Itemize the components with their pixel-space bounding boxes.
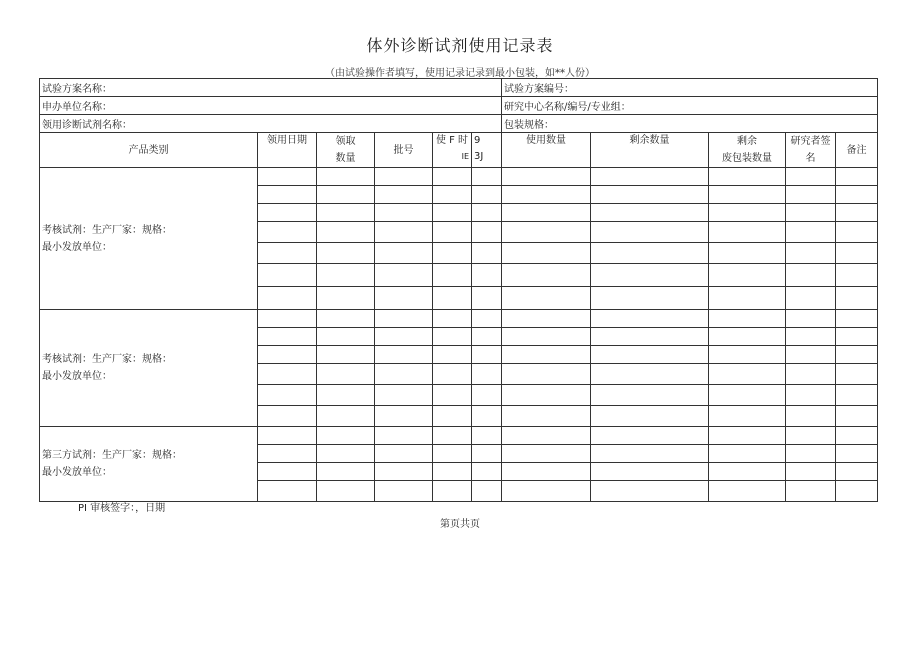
table-cell[interactable] (786, 385, 836, 406)
table-cell[interactable] (591, 222, 709, 243)
reagent-group-label (40, 427, 258, 502)
header-researcher-sign: 研究者签 名 (786, 133, 836, 168)
reagent-group-min-unit: 最小发放单位： (42, 371, 112, 382)
table-cell[interactable] (433, 264, 472, 287)
table-cell[interactable] (258, 481, 317, 502)
table-cell[interactable] (502, 287, 591, 310)
table-cell[interactable] (375, 287, 433, 310)
table-cell[interactable] (591, 346, 709, 364)
table-cell[interactable] (786, 168, 836, 186)
table-cell[interactable] (317, 168, 375, 186)
table-cell[interactable] (836, 406, 878, 427)
reagent-group-manufacturer: 考核试剂：生产厂家：规格： (42, 354, 172, 365)
reagent-group-label (40, 310, 258, 427)
table-cell[interactable] (836, 222, 878, 243)
table-cell[interactable] (591, 463, 709, 481)
table-cell[interactable] (433, 328, 472, 346)
table-cell[interactable] (472, 346, 502, 364)
table-cell[interactable] (317, 310, 375, 328)
table-cell[interactable] (786, 445, 836, 463)
table-cell[interactable] (591, 481, 709, 502)
table-cell[interactable] (433, 427, 472, 445)
table-cell[interactable] (472, 264, 502, 287)
table-cell[interactable] (258, 264, 317, 287)
header-receive-date: 领用日期 (258, 133, 317, 168)
table-cell[interactable] (258, 168, 317, 186)
reagent-group-manufacturer: 第三方试剂：生产厂家：规格： (42, 450, 182, 461)
form-title: 体外诊断试剂使用记录表 (366, 36, 554, 55)
table-cell[interactable] (472, 243, 502, 264)
table-cell[interactable] (317, 406, 375, 427)
table-cell[interactable] (591, 243, 709, 264)
table-cell[interactable] (502, 310, 591, 328)
table-cell[interactable] (502, 328, 591, 346)
table-cell[interactable] (502, 463, 591, 481)
package-spec-field[interactable]: 包装规格： (502, 115, 878, 133)
table-cell[interactable] (786, 364, 836, 385)
table-cell[interactable] (375, 204, 433, 222)
table-cell[interactable] (258, 328, 317, 346)
table-cell[interactable] (502, 481, 591, 502)
table-cell[interactable] (836, 385, 878, 406)
table-cell[interactable] (591, 168, 709, 186)
table-cell[interactable] (709, 243, 786, 264)
table-cell[interactable] (433, 222, 472, 243)
table-cell[interactable] (786, 310, 836, 328)
table-cell[interactable] (502, 427, 591, 445)
header-batch-no: 批号 (375, 133, 433, 168)
table-cell[interactable] (317, 328, 375, 346)
table-cell[interactable] (258, 463, 317, 481)
table-cell[interactable] (433, 287, 472, 310)
table-cell[interactable] (317, 346, 375, 364)
table-cell[interactable] (836, 445, 878, 463)
table-cell[interactable] (258, 186, 317, 204)
table-cell[interactable] (317, 364, 375, 385)
table-cell[interactable] (317, 445, 375, 463)
table-cell[interactable] (709, 186, 786, 204)
table-cell[interactable] (709, 445, 786, 463)
reagent-group-min-unit: 最小发放单位： (42, 241, 112, 253)
table-cell[interactable] (709, 427, 786, 445)
table-cell[interactable] (591, 385, 709, 406)
table-cell[interactable] (472, 463, 502, 481)
table-cell[interactable] (502, 222, 591, 243)
table-cell[interactable] (591, 186, 709, 204)
table-cell[interactable] (317, 287, 375, 310)
table-cell[interactable] (433, 445, 472, 463)
table-cell[interactable] (786, 243, 836, 264)
table-cell[interactable] (258, 346, 317, 364)
table-cell[interactable] (433, 243, 472, 264)
table-cell[interactable] (375, 385, 433, 406)
table-cell[interactable] (786, 328, 836, 346)
table-cell[interactable] (836, 204, 878, 222)
table-cell[interactable] (317, 243, 375, 264)
table-cell[interactable] (317, 463, 375, 481)
table-cell[interactable] (786, 287, 836, 310)
table-cell[interactable] (786, 264, 836, 287)
table-cell[interactable] (258, 204, 317, 222)
table-cell[interactable] (836, 346, 878, 364)
table-cell[interactable] (472, 186, 502, 204)
table-cell[interactable] (433, 186, 472, 204)
table-cell[interactable] (836, 186, 878, 204)
header-used-qty: 使用数量 (502, 133, 591, 168)
table-cell[interactable] (836, 481, 878, 502)
table-cell[interactable] (317, 264, 375, 287)
pi-signature-line: PI 审核签字：，日期 (78, 503, 166, 514)
table-cell[interactable] (375, 168, 433, 186)
table-cell[interactable] (502, 346, 591, 364)
table-cell[interactable] (709, 406, 786, 427)
table-cell[interactable] (375, 364, 433, 385)
table-cell[interactable] (375, 481, 433, 502)
table-cell[interactable] (433, 346, 472, 364)
table-cell[interactable] (258, 364, 317, 385)
reagent-group-min-unit: 最小发放单位： (42, 467, 112, 478)
table-cell[interactable] (709, 481, 786, 502)
header-receive-qty: 领取 数量 (317, 133, 375, 168)
table-cell[interactable] (375, 243, 433, 264)
reagent-group-label (40, 168, 258, 310)
table-cell[interactable] (591, 310, 709, 328)
table-cell[interactable] (472, 364, 502, 385)
table-row (40, 427, 878, 445)
table-cell[interactable] (591, 364, 709, 385)
table-cell[interactable] (786, 204, 836, 222)
table-cell[interactable] (317, 222, 375, 243)
info-row (40, 115, 878, 133)
table-cell[interactable] (317, 186, 375, 204)
table-cell[interactable] (591, 264, 709, 287)
table-cell[interactable] (375, 310, 433, 328)
table-cell[interactable] (836, 328, 878, 346)
table-cell[interactable] (375, 427, 433, 445)
header-product-type: 产品类别 (40, 133, 258, 168)
table-cell[interactable] (836, 364, 878, 385)
table-cell[interactable] (709, 463, 786, 481)
table-cell[interactable] (375, 346, 433, 364)
table-cell[interactable] (786, 346, 836, 364)
table-cell[interactable] (836, 463, 878, 481)
table-cell[interactable] (786, 463, 836, 481)
sponsor-field[interactable]: 申办单位名称： (40, 97, 502, 115)
table-cell[interactable] (433, 406, 472, 427)
table-cell[interactable] (709, 310, 786, 328)
table-cell[interactable] (375, 445, 433, 463)
table-cell[interactable] (472, 168, 502, 186)
table-cell[interactable] (709, 287, 786, 310)
table-cell[interactable] (502, 385, 591, 406)
table-cell[interactable] (591, 406, 709, 427)
header-row (40, 133, 878, 168)
table-cell[interactable] (709, 346, 786, 364)
table-cell[interactable] (786, 481, 836, 502)
header-remaining-qty: 剩余数量 (591, 133, 709, 168)
table-cell[interactable] (472, 287, 502, 310)
table-cell[interactable] (433, 463, 472, 481)
reagent-name-field[interactable]: 领用诊断试剂名称： (40, 115, 502, 133)
table-cell[interactable] (591, 287, 709, 310)
table-cell[interactable] (591, 204, 709, 222)
table-cell[interactable] (258, 385, 317, 406)
table-cell[interactable] (433, 168, 472, 186)
form-subtitle: （由试验操作者填写，使用记录记录到最小包装，如**人份） (325, 68, 595, 79)
table-cell[interactable] (709, 204, 786, 222)
table-cell[interactable] (317, 204, 375, 222)
table-cell[interactable] (836, 310, 878, 328)
table-cell[interactable] (472, 406, 502, 427)
table-cell[interactable] (317, 385, 375, 406)
table-cell[interactable] (502, 204, 591, 222)
table-cell[interactable] (709, 364, 786, 385)
header-use-time: 使 F 时 IE (433, 133, 472, 168)
reagent-usage-table (39, 78, 878, 502)
table-cell[interactable] (502, 406, 591, 427)
table-cell[interactable] (591, 328, 709, 346)
reagent-group-manufacturer: 考核试剂：生产厂家：规格： (42, 224, 172, 236)
table-cell[interactable] (472, 328, 502, 346)
table-cell[interactable] (317, 427, 375, 445)
header-remaining-waste-qty: 剩余 废包装数量 (709, 133, 786, 168)
table-cell[interactable] (375, 186, 433, 204)
table-cell[interactable] (502, 445, 591, 463)
table-cell[interactable] (258, 287, 317, 310)
table-cell[interactable] (502, 264, 591, 287)
table-cell[interactable] (709, 264, 786, 287)
table-cell[interactable] (709, 328, 786, 346)
table-cell[interactable] (472, 204, 502, 222)
table-cell[interactable] (375, 463, 433, 481)
table-cell[interactable] (786, 222, 836, 243)
table-cell[interactable] (786, 186, 836, 204)
info-row (40, 79, 878, 97)
table-cell[interactable] (502, 243, 591, 264)
record-groups (40, 168, 878, 502)
site-field[interactable]: 研究中心名称/编号/专业组： (502, 97, 878, 115)
table-cell[interactable] (709, 385, 786, 406)
table-cell[interactable] (836, 264, 878, 287)
table-cell[interactable] (433, 364, 472, 385)
page-number: 第页共页 (440, 519, 480, 530)
table-cell[interactable] (786, 406, 836, 427)
table-row (40, 310, 878, 328)
protocol-name-field[interactable]: 试验方案名称： (40, 79, 502, 97)
table-cell[interactable] (836, 427, 878, 445)
table-cell[interactable] (591, 445, 709, 463)
table-cell[interactable] (502, 364, 591, 385)
table-cell[interactable] (836, 168, 878, 186)
table-cell[interactable] (433, 310, 472, 328)
header-unclear: 9 3J (472, 133, 502, 168)
table-cell[interactable] (472, 222, 502, 243)
table-cell[interactable] (258, 406, 317, 427)
table-cell[interactable] (258, 310, 317, 328)
table-cell[interactable] (375, 222, 433, 243)
table-cell[interactable] (502, 168, 591, 186)
table-cell[interactable] (709, 168, 786, 186)
table-cell[interactable] (709, 222, 786, 243)
protocol-no-field[interactable]: 试验方案编号： (502, 79, 878, 97)
table-cell[interactable] (433, 481, 472, 502)
table-cell[interactable] (472, 385, 502, 406)
table-cell[interactable] (836, 287, 878, 310)
table-cell[interactable] (317, 481, 375, 502)
table-cell[interactable] (258, 222, 317, 243)
table-cell[interactable] (786, 427, 836, 445)
table-cell[interactable] (591, 427, 709, 445)
table-cell[interactable] (472, 481, 502, 502)
table-cell[interactable] (375, 264, 433, 287)
table-cell[interactable] (472, 310, 502, 328)
table-cell[interactable] (472, 427, 502, 445)
table-cell[interactable] (375, 328, 433, 346)
info-row (40, 97, 878, 115)
table-row (40, 168, 878, 186)
table-cell[interactable] (502, 186, 591, 204)
table-cell[interactable] (375, 406, 433, 427)
table-cell[interactable] (258, 427, 317, 445)
table-cell[interactable] (258, 243, 317, 264)
table-cell[interactable] (258, 445, 317, 463)
table-cell[interactable] (836, 243, 878, 264)
table-cell[interactable] (433, 385, 472, 406)
table-cell[interactable] (433, 204, 472, 222)
table-cell[interactable] (472, 445, 502, 463)
header-remarks: 备注 (836, 133, 878, 168)
